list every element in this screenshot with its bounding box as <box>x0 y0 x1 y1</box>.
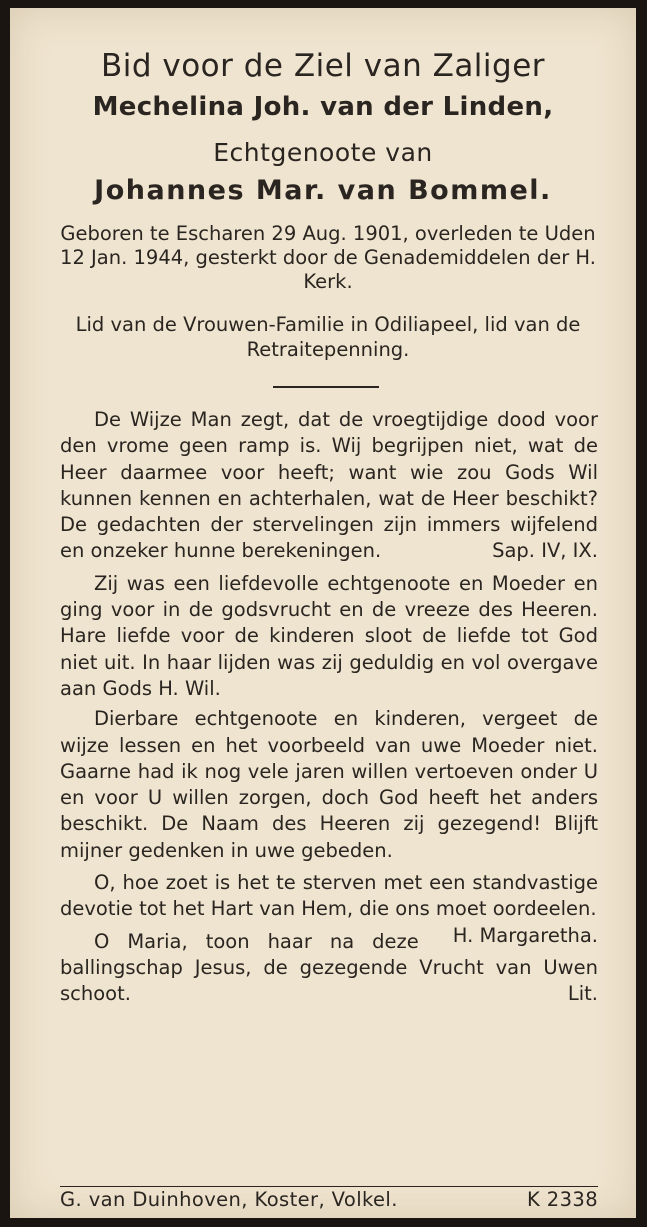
paragraph-text: Zij was een liefdevolle echtgenoote en Moeder en ging voor in de godsvrucht en de vreeze des Heeren. Hare liefde voor de kinderen sloot de liefde tot God niet uit. In haar lijden was zij geduldig en vol overgave aan Gods H. Wil. <box>60 571 598 700</box>
divider <box>273 386 379 388</box>
paragraph-text: O Maria, toon haar na deze ballingschap Jesus, de gezegende Vrucht van Uwen schoot. <box>60 929 598 1006</box>
paragraph-text: Dierbare echtgenoote en kinderen, vergeet de wijze lessen en het voorbeeld van uwe Moeder niet. Gaarne had ik nog vele jaren willen vertoeven onder U en voor U willen zorgen, doch God heeft het anders beschikt. De Naam des Heeren zij gezegend! Blijft mijner gedenken in uwe gebeden. <box>60 707 598 862</box>
header-line: Bid voor de Ziel van Zaliger <box>100 48 546 84</box>
paragraph-wisdom <box>60 407 598 565</box>
card-code: K 2338 <box>526 1188 598 1211</box>
printer-credit: G. van Duinhoven, Koster, Volkel. <box>60 1188 398 1211</box>
paragraph-farewell <box>60 706 598 864</box>
paragraph-text: O, hoe zoet is het te sterven met een standvastige devotie tot het Hart van Hem, die ons moet oordeelen. <box>60 871 598 921</box>
prayer-attribution: Lit. <box>567 982 598 1006</box>
membership-text: Lid van de Vrouwen-Familie in Odiliapeel, lid van de Retraitepenning. <box>75 313 581 361</box>
scripture-reference: Sap. IV, IX. <box>492 539 598 563</box>
spouse-name: Johannes Mar. van Bommel. <box>94 175 552 206</box>
paragraph-quote <box>60 870 598 947</box>
birth-death-text: Geboren te Escharen 29 Aug. 1901, overleden te Uden 12 Jan. 1944, gesterkt door de Genademiddelen der H. Kerk. <box>60 222 596 293</box>
body-text <box>60 407 598 1014</box>
paragraph-virtues <box>60 571 598 702</box>
paragraph-text: De Wijze Man zegt, dat de vroegtijdige dood voor den vrome geen ramp is. Wij begrijpen niet, wat de Heer daarmee voor heeft; want wie zou Gods Wil kunnen kennen en achterhalen, wat de Heer beschikt? De gedachten der stervelingen zijn immers wijfelend en onzeker hunne berekeningen. <box>60 408 598 563</box>
relation-text: Echtgenoote van <box>213 138 433 167</box>
deceased-name: Mechelina Joh. van der Linden, <box>92 92 554 122</box>
quote-attribution: H. Margaretha. <box>452 923 598 947</box>
footer-divider <box>60 1186 598 1187</box>
footer <box>60 1188 598 1211</box>
prayer-card <box>10 8 636 1218</box>
